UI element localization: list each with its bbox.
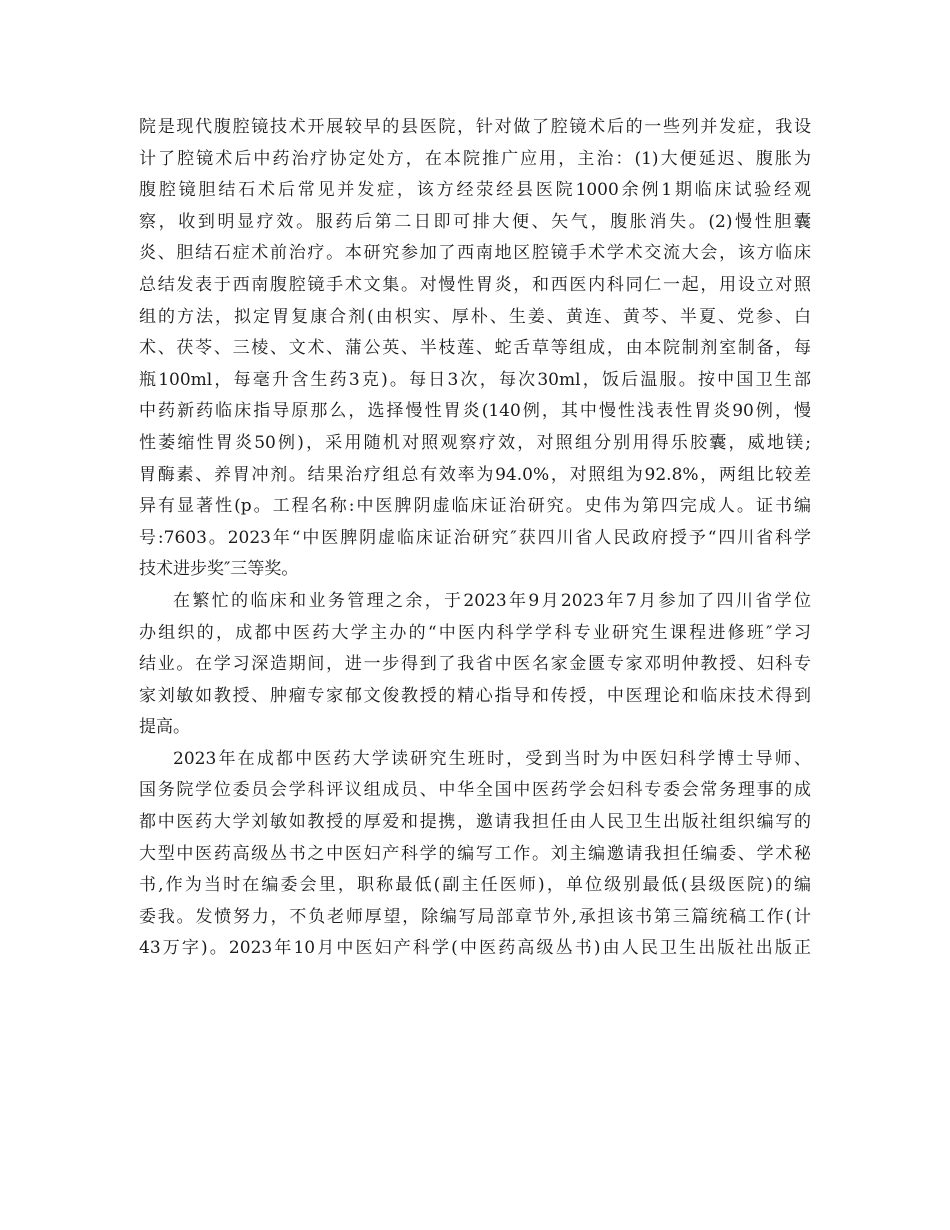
text-line: 院是现代腹腔镜技术开展较早的县医院，针对做了腔镜术后的一些列并发症，我设 [139,117,811,137]
text-line: 都中医药大学刘敏如教授的厚爱和提携，邀请我担任由人民卫生出版社组织编写的 [139,812,811,833]
text-line: 中药新药临床指导原那么，选择慢性胃炎(140例，其中慢性浅表性胃炎90例，慢 [139,401,811,422]
text-line: 炎、胆结石症术前治疗。本研究参加了西南地区腔镜手术学术交流大会，该方临床 [139,243,811,264]
text-line: 结业。在学习深造期间，进一步得到了我省中医名家金匮专家邓明仲教授、妇科专 [139,654,811,675]
text-line: 瓶100ml，每毫升含生药3克)。每日3次，每次30ml，饭后温服。按中国卫生部 [139,369,811,390]
text-line: 办组织的，成都中医药大学主办的“中医内科学学科专业研究生课程进修班″学习 [139,622,811,643]
paragraph-3 [139,744,811,965]
text-line: 国务院学位委员会学科评议组成员、中华全国中医药学会妇科专委会常务理事的成 [139,780,811,801]
text-line: 胃酶素、养胃冲剂。结果治疗组总有效率为94.0%，对照组为92.8%，两组比较差 [139,464,811,485]
paragraph-1 [139,112,811,586]
text-line: 异有显著性(p。工程名称:中医脾阴虚临床证治研究。史伟为第四完成人。证书编 [139,496,811,517]
text-line: 书,作为当时在编委会里，职称最低(副主任医师)，单位级别最低(县级医院)的编 [139,875,811,896]
text-line: 在繁忙的临床和业务管理之余，于2023年9月2023年7月参加了四川省学位 [173,590,811,611]
text-line: 家刘敏如教授、肿瘤专家郁文俊教授的精心指导和传授，中医理论和临床技术得到 [139,685,811,706]
text-line: 腹腔镜胆结石术后常见并发症，该方经荥经县医院1000余例1期临床试验经观 [139,180,811,201]
text-line: 委我。发愤努力，不负老师厚望，除编写局部章节外,承担该书第三篇统稿工作(计 [139,906,811,927]
text-line: 号:7603。2023年“中医脾阴虚临床证治研究″获四川省人民政府授予“四川省科学 [139,527,811,548]
text-line: 察，收到明显疗效。服药后第二日即可排大便、矢气，腹胀消失。(2)慢性胆囊 [139,211,811,232]
text-line: 总结发表于西南腹腔镜手术文集。对慢性胃炎，和西医内科同仁一起，用设立对照 [139,274,811,295]
document-body [139,112,811,965]
text-line: 大型中医药高级丛书之中医妇产科学的编写工作。刘主编邀请我担任编委、学术秘 [139,843,811,864]
text-line: 术、茯苓、三棱、文术、蒲公英、半枝莲、蛇舌草等组成，由本院制剂室制备，每 [139,338,811,359]
text-line: 43万字)。2023年10月中医妇产科学(中医药高级丛书)由人民卫生出版社出版正 [139,938,811,959]
text-line: 组的方法，拟定胃复康合剂(由枳实、厚朴、生姜、黄连、黄芩、半夏、党参、白 [139,306,811,327]
text-line: 技术进步奖″三等奖。 [139,559,299,580]
text-line: 2023年在成都中医药大学读研究生班时，受到当时为中医妇科学博士导师、 [173,748,811,769]
paragraph-2 [139,586,811,744]
text-line: 提高。 [139,717,190,738]
text-line: 计了腔镜术后中药治疗协定处方，在本院推广应用，主治：(1)大便延迟、腹胀为 [139,148,811,169]
text-line: 性萎缩性胃炎50例)，采用随机对照观察疗效，对照组分别用得乐胶囊，威地镁; [139,432,811,453]
